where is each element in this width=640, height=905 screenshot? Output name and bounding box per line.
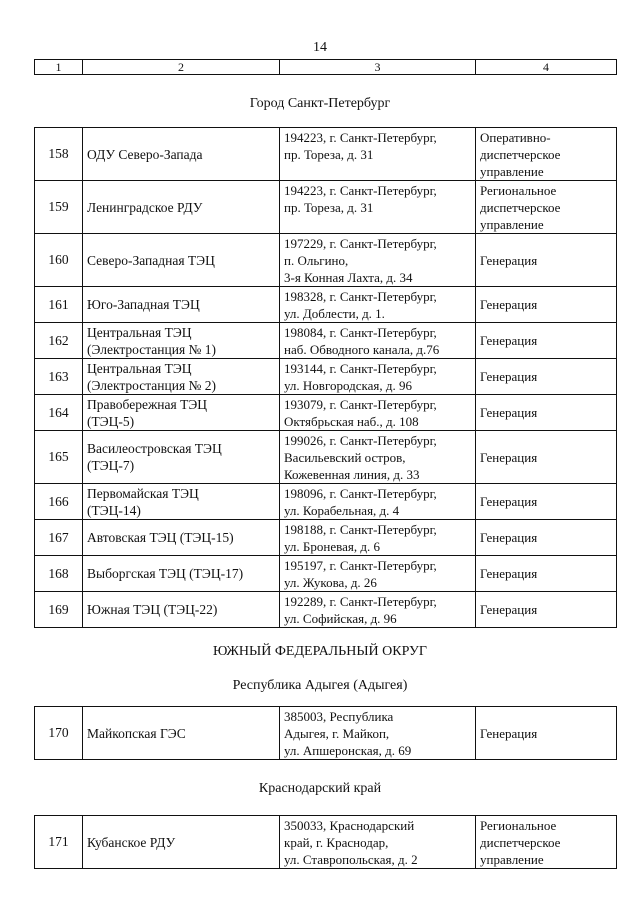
- organization-name: Северо-Западная ТЭЦ: [83, 234, 280, 287]
- organization-name: Южная ТЭЦ (ТЭЦ-22): [83, 592, 280, 628]
- krasnodar-table: [34, 815, 617, 869]
- table-row: [35, 181, 617, 234]
- organization-address: 198096, г. Санкт-Петербург, ул. Корабельная, д. 4: [280, 484, 476, 520]
- organization-address: 198188, г. Санкт-Петербург, ул. Броневая, д. 6: [280, 520, 476, 556]
- section-title-adygea: Республика Адыгея (Адыгея): [232, 678, 408, 693]
- organization-name: Василеостровская ТЭЦ (ТЭЦ-7): [83, 431, 280, 484]
- organization-name: Выборгская ТЭЦ (ТЭЦ-17): [83, 556, 280, 592]
- spb-table: [34, 127, 617, 628]
- organization-role: Оперативно- диспетчерское управление: [476, 128, 617, 181]
- organization-address: 199026, г. Санкт-Петербург, Васильевский остров, Кожевенная линия, д. 33: [280, 431, 476, 484]
- organization-name: ОДУ Северо-Запада: [83, 128, 280, 181]
- organization-role: Генерация: [476, 234, 617, 287]
- row-number: 161: [35, 287, 83, 323]
- table-row: [35, 323, 617, 359]
- organization-address: 192289, г. Санкт-Петербург, ул. Софийская, д. 96: [280, 592, 476, 628]
- row-number: 163: [35, 359, 83, 395]
- organization-role: Региональное диспетчерское управление: [476, 816, 617, 869]
- table-row: [35, 359, 617, 395]
- organization-address: 198084, г. Санкт-Петербург, наб. Обводного канала, д.76: [280, 323, 476, 359]
- organization-address: 193144, г. Санкт-Петербург, ул. Новгородская, д. 96: [280, 359, 476, 395]
- table-row: [35, 707, 617, 760]
- table-row: [35, 234, 617, 287]
- row-number: 162: [35, 323, 83, 359]
- organization-name: Автовская ТЭЦ (ТЭЦ-15): [83, 520, 280, 556]
- table-row: [35, 128, 617, 181]
- adygea-table: [34, 706, 617, 760]
- organization-name: Центральная ТЭЦ (Электростанция № 2): [83, 359, 280, 395]
- row-number: 159: [35, 181, 83, 234]
- table-row: [35, 287, 617, 323]
- page-number: 14: [313, 40, 327, 55]
- organization-role: Генерация: [476, 395, 617, 431]
- organization-role: Генерация: [476, 556, 617, 592]
- organization-address: 198328, г. Санкт-Петербург, ул. Доблести, д. 1.: [280, 287, 476, 323]
- column-header: 4: [476, 60, 617, 75]
- organization-name: Юго-Западная ТЭЦ: [83, 287, 280, 323]
- organization-name: Первомайская ТЭЦ (ТЭЦ-14): [83, 484, 280, 520]
- table-row: [35, 556, 617, 592]
- column-header: 1: [35, 60, 83, 75]
- organization-role: Генерация: [476, 287, 617, 323]
- section-title-krasnodar: Краснодарский край: [258, 781, 382, 796]
- organization-address: 194223, г. Санкт-Петербург, пр. Тореза, д. 31: [280, 181, 476, 234]
- row-number: 171: [35, 816, 83, 869]
- organization-role: Генерация: [476, 520, 617, 556]
- column-header-row: [35, 60, 617, 75]
- organization-name: Ленинградское РДУ: [83, 181, 280, 234]
- organization-address: 195197, г. Санкт-Петербург, ул. Жукова, д. 26: [280, 556, 476, 592]
- row-number: 166: [35, 484, 83, 520]
- column-header-table: [34, 59, 617, 75]
- organization-address: 350033, Краснодарский край, г. Краснодар, ул. Ставропольская, д. 2: [280, 816, 476, 869]
- organization-role: Генерация: [476, 359, 617, 395]
- section-title-spb: Город Санкт-Петербург: [249, 96, 391, 111]
- organization-address: 197229, г. Санкт-Петербург, п. Ольгино, 3-я Конная Лахта, д. 34: [280, 234, 476, 287]
- organization-address: 193079, г. Санкт-Петербург, Октябрьская наб., д. 108: [280, 395, 476, 431]
- row-number: 158: [35, 128, 83, 181]
- organization-role: Генерация: [476, 484, 617, 520]
- organization-name: Центральная ТЭЦ (Электростанция № 1): [83, 323, 280, 359]
- table-row: [35, 484, 617, 520]
- organization-name: Кубанское РДУ: [83, 816, 280, 869]
- organization-role: Генерация: [476, 323, 617, 359]
- organization-address: 385003, Республика Адыгея, г. Майкоп, ул. Апшеронская, д. 69: [280, 707, 476, 760]
- row-number: 170: [35, 707, 83, 760]
- organization-role: Генерация: [476, 707, 617, 760]
- column-header: 3: [280, 60, 476, 75]
- row-number: 160: [35, 234, 83, 287]
- table-row: [35, 520, 617, 556]
- row-number: 169: [35, 592, 83, 628]
- organization-name: Правобережная ТЭЦ (ТЭЦ-5): [83, 395, 280, 431]
- row-number: 164: [35, 395, 83, 431]
- section-title-south-district: ЮЖНЫЙ ФЕДЕРАЛЬНЫЙ ОКРУГ: [212, 644, 428, 659]
- table-row: [35, 592, 617, 628]
- organization-role: Региональное диспетчерское управление: [476, 181, 617, 234]
- organization-role: Генерация: [476, 431, 617, 484]
- organization-role: Генерация: [476, 592, 617, 628]
- table-row: [35, 395, 617, 431]
- organization-address: 194223, г. Санкт-Петербург, пр. Тореза, д. 31: [280, 128, 476, 181]
- column-header: 2: [83, 60, 280, 75]
- organization-name: Майкопская ГЭС: [83, 707, 280, 760]
- row-number: 168: [35, 556, 83, 592]
- table-row: [35, 431, 617, 484]
- row-number: 165: [35, 431, 83, 484]
- row-number: 167: [35, 520, 83, 556]
- table-row: [35, 816, 617, 869]
